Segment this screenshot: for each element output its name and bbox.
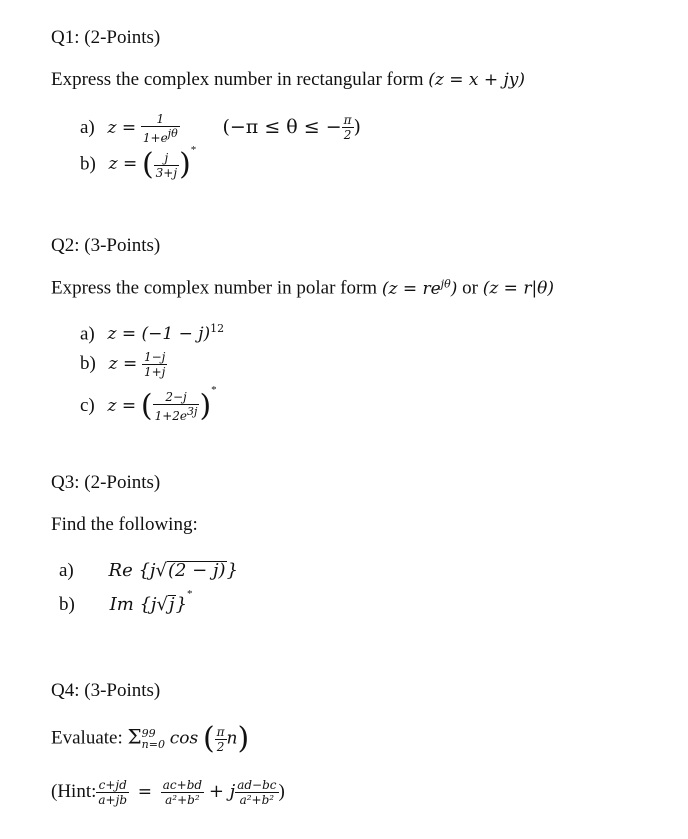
q2-instruction: Express the complex number in polar form $(z = re^{j\theta})$ or (z = r|θ) — [51, 277, 555, 299]
q3-part-a: a) Re {j√(2 − j)} — [59, 560, 239, 581]
q2-form2: (z = r|θ) — [482, 278, 555, 299]
q4-title: Q4: (3-Points) — [51, 680, 161, 701]
q4-hint: (Hint: $\frac{c+jd}{a+jb}$ = $\frac{ac+bd}{\text{a²+b²}}$ + j $\frac{ad-bc}{\text{a²+b²}}$ ) — [51, 778, 285, 807]
q3-instruction: Find the following: — [51, 514, 198, 535]
q4-evaluate: Evaluate: Σ 99 n=0 cos ( $\frac{\pi}{2}$ n) — [51, 721, 250, 756]
q2-title: Q2: (3-Points) — [51, 235, 161, 256]
q3-part-b: b) Im {j√j}* — [59, 588, 193, 615]
q1-form: (z = x + jy) — [428, 70, 526, 90]
q2-form1: $(z = re^{j\theta})$ — [381, 277, 458, 299]
q1-title: Q1: (2-Points) — [51, 27, 161, 48]
q1-part-a: a) z = $\frac{1}{\text{1+ejθ}}$ (−π ≤ θ ≤ − $\frac{\pi}{2}$ ) — [80, 112, 361, 145]
q1-part-b: b) z = ( $\frac{j}{3+j}$ )* — [80, 144, 197, 182]
q3-title: Q3: (2-Points) — [51, 472, 161, 493]
q2-part-b: b) z = $\frac{1-j}{1+j}$ — [80, 350, 166, 379]
q1-a-condition: (−π ≤ θ ≤ − $\frac{\pi}{2}$ ) — [222, 113, 361, 143]
q2-part-c: c) z = ( $\frac{2-j}{1+2e3j}$ )* — [80, 384, 217, 424]
q1-instruction: Express the complex number in rectangular form (z = x + jy) — [51, 69, 526, 90]
q2-part-a: a) $z = (-1 - j)^{12}$ — [80, 322, 225, 345]
